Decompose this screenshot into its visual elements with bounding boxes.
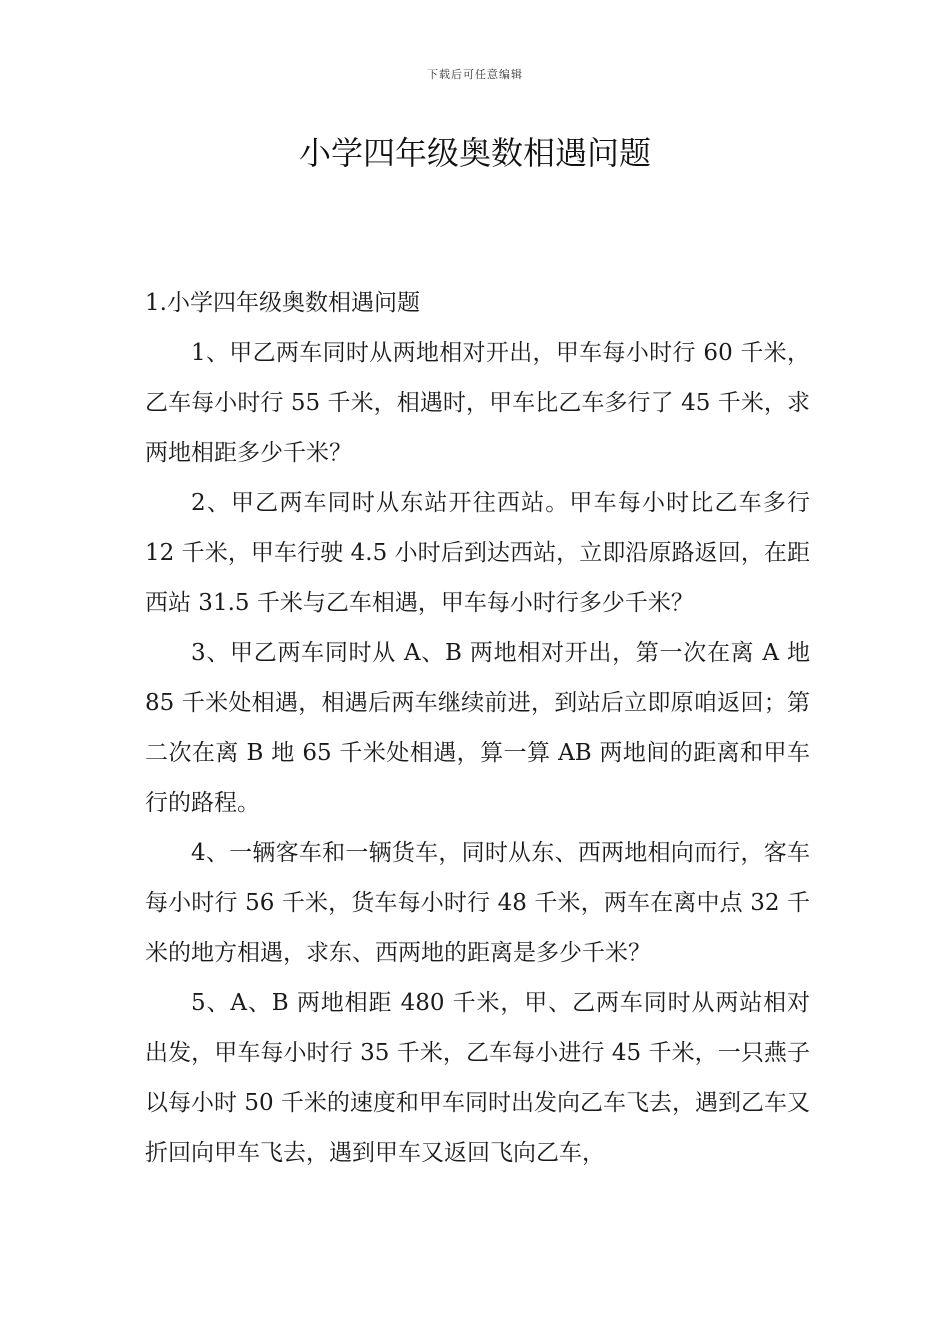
document-title: 小学四年级奥数相遇问题 — [298, 134, 651, 172]
section-heading: 1.小学四年级奥数相遇问题 — [145, 290, 420, 316]
page-header-note: 下载后可任意编辑 — [427, 68, 523, 81]
document-body — [145, 278, 810, 1178]
problem-4: 4、一辆客车和一辆货车，同时从东、西两地相向而行，客车每小时行 56 千米，货车每小时行 48 千米，两车在离中点 32 千米的地方相遇，求东、西两地的距离是多少千米？ — [145, 840, 810, 966]
problem-3: 3、甲乙两车同时从 A、B 两地相对开出，第一次在离 A 地 85 千米处相遇，相遇后两车继续前进，到站后立即原咱返回；第二次在离 B 地 65 千米处相遇，算一算 AB 两地间的距离和甲车行的路程。 — [145, 640, 810, 816]
problem-5: 5、A、B 两地相距 480 千米，甲、乙两车同时从两站相对出发，甲车每小时行 35 千米，乙车每小进行 45 千米，一只燕子以每小时 50 千米的速度和甲车同时出发向乙车飞去，遇到乙车又折回向甲车飞去，遇到甲车又返回飞向乙车， — [145, 990, 810, 1166]
problem-2: 2、甲乙两车同时从东站开往西站。甲车每小时比乙车多行 12 千米，甲车行驶 4.5 小时后到达西站，立即沿原路返回，在距西站 31.5 千米与乙车相遇，甲车每小时行多少千米？ — [145, 490, 810, 616]
problem-1: 1、甲乙两车同时从两地相对开出，甲车每小时行 60 千米，乙车每小时行 55 千米，相遇时，甲车比乙车多行了 45 千米，求两地相距多少千米？ — [145, 340, 810, 466]
